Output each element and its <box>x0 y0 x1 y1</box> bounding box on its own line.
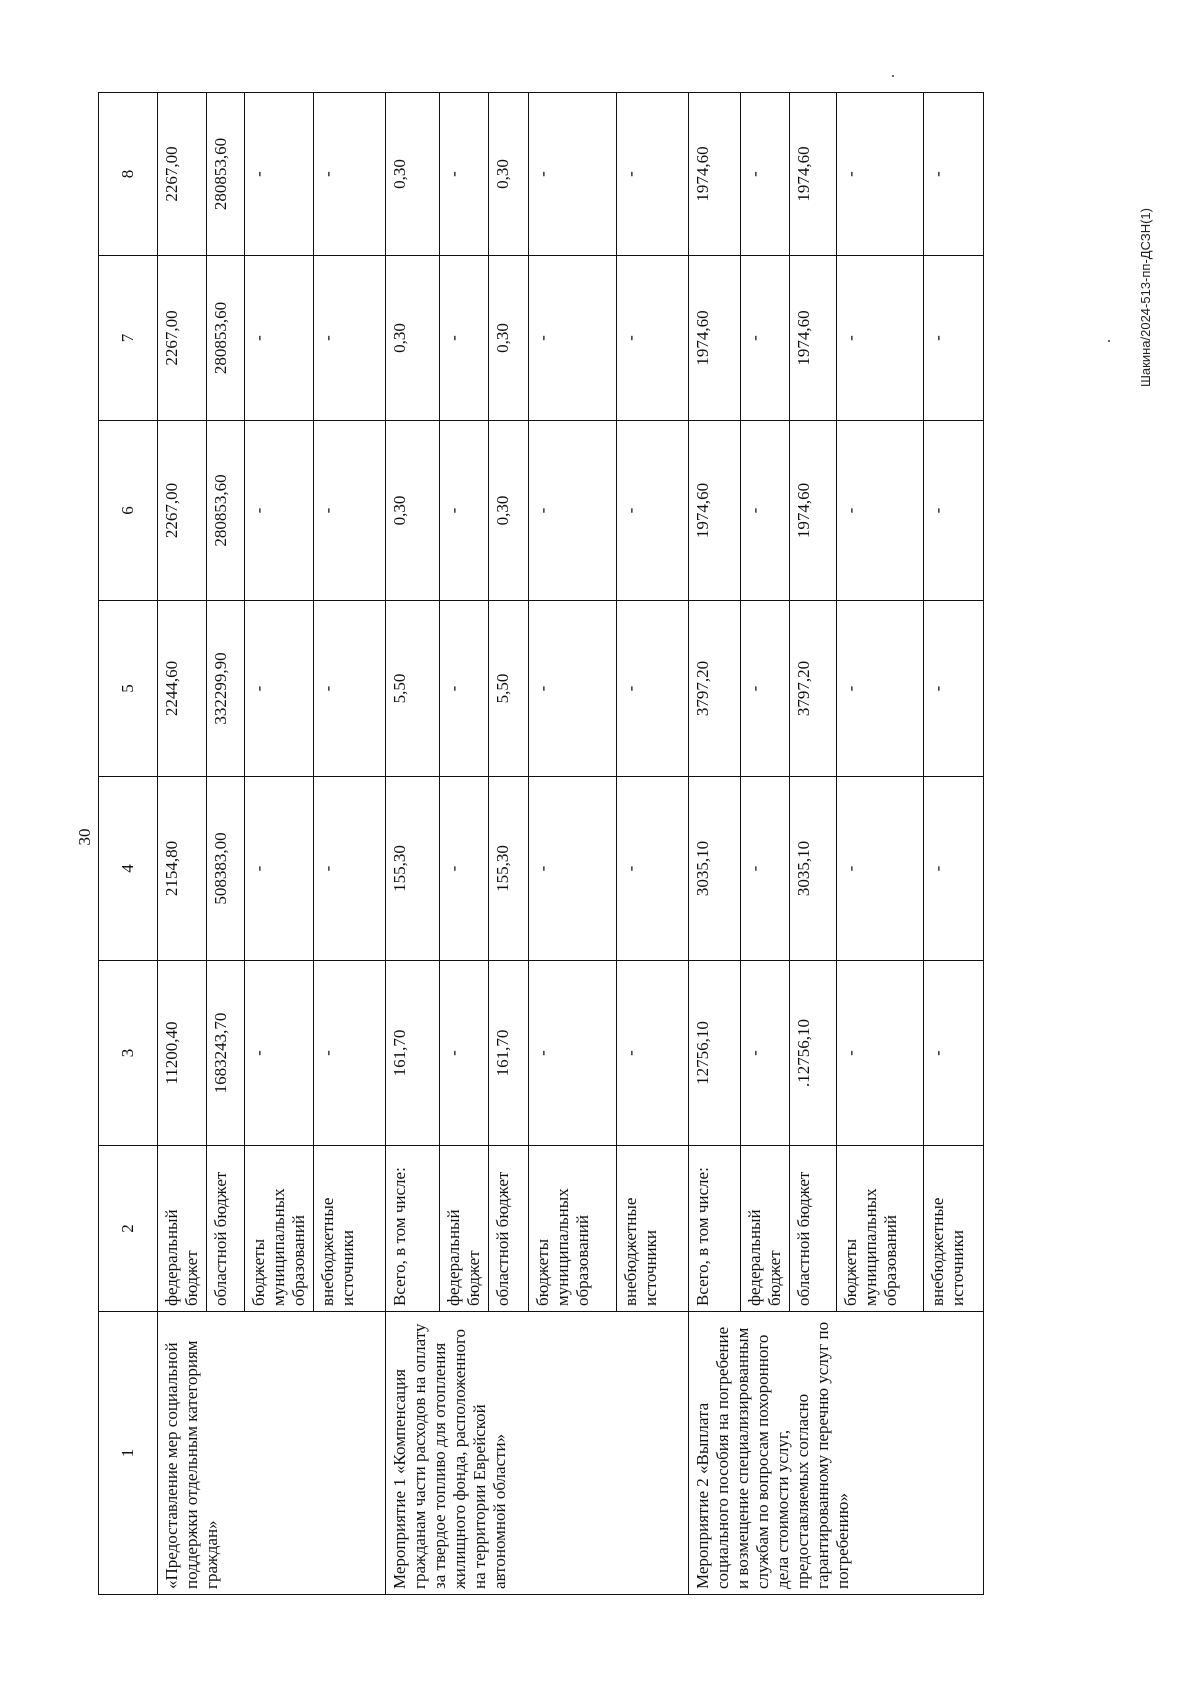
column-header: 5 <box>99 601 158 777</box>
amount-cell: - <box>924 93 984 256</box>
amount-cell: 161,70 <box>489 961 529 1146</box>
amount-cell: - <box>314 777 386 961</box>
funding-source: федеральный бюджет <box>741 1146 790 1312</box>
amount-cell: 0,30 <box>386 93 440 256</box>
column-header: 6 <box>99 421 158 601</box>
amount-cell: - <box>440 256 489 421</box>
funding-source: областной бюджет <box>790 1146 837 1312</box>
amount-cell: - <box>314 256 386 421</box>
amount-cell: - <box>245 601 314 777</box>
amount-cell: 0,30 <box>386 256 440 421</box>
amount-cell: 155,30 <box>489 777 529 961</box>
amount-cell: 11200,40 <box>158 961 207 1146</box>
table-row <box>689 93 741 1595</box>
amount-cell: 1974,60 <box>689 93 741 256</box>
amount-cell: - <box>440 601 489 777</box>
amount-cell: 1974,60 <box>689 421 741 601</box>
amount-cell: - <box>741 961 790 1146</box>
amount-cell: - <box>529 961 617 1146</box>
amount-cell: - <box>924 421 984 601</box>
measure-description: Мероприятие 1 «Компенсация гражданам части расходов на оплату за твердое топливо для отопления жилищного фонда, расположенного на территории Еврейской автономной области» <box>386 1312 689 1595</box>
amount-cell: - <box>837 601 924 777</box>
amount-cell: - <box>529 256 617 421</box>
amount-cell: 3797,20 <box>689 601 741 777</box>
funding-source: бюджеты муниципальных образований <box>837 1146 924 1312</box>
amount-cell: - <box>617 256 689 421</box>
column-header: 4 <box>99 777 158 961</box>
scan-speck <box>1108 340 1110 342</box>
amount-cell: 0,30 <box>489 421 529 601</box>
amount-cell: 2154,80 <box>158 777 207 961</box>
funding-source: бюджеты муниципальных образований <box>529 1146 617 1312</box>
amount-cell: - <box>440 961 489 1146</box>
amount-cell: 12756,10 <box>689 961 741 1146</box>
amount-cell: - <box>924 777 984 961</box>
amount-cell: 332299,90 <box>207 601 245 777</box>
funding-source: внебюджетные источники <box>617 1146 689 1312</box>
amount-cell: 3035,10 <box>689 777 741 961</box>
amount-cell: - <box>245 961 314 1146</box>
amount-cell: - <box>741 777 790 961</box>
amount-cell: - <box>440 421 489 601</box>
amount-cell: - <box>529 93 617 256</box>
amount-cell: - <box>837 961 924 1146</box>
amount-cell: - <box>741 421 790 601</box>
amount-cell: - <box>741 256 790 421</box>
funding-source: областной бюджет <box>489 1146 529 1312</box>
amount-cell: - <box>245 421 314 601</box>
amount-cell: 0,30 <box>386 421 440 601</box>
funding-source: федеральный бюджет <box>158 1146 207 1312</box>
amount-cell: 2244,60 <box>158 601 207 777</box>
amount-cell: - <box>314 421 386 601</box>
table-header-row <box>99 93 158 1595</box>
amount-cell: - <box>837 421 924 601</box>
amount-cell: .12756,10 <box>790 961 837 1146</box>
amount-cell: - <box>924 256 984 421</box>
amount-cell: - <box>440 93 489 256</box>
amount-cell: - <box>245 777 314 961</box>
amount-cell: 2267,00 <box>158 256 207 421</box>
scan-speck <box>892 75 894 77</box>
column-header: 2 <box>99 1146 158 1312</box>
column-header: 1 <box>99 1312 158 1595</box>
document-footer: Шакина/2024-513-пп-ДСЗН(1) <box>1138 208 1153 387</box>
amount-cell: - <box>837 93 924 256</box>
table-row <box>158 93 207 1595</box>
amount-cell: 1974,60 <box>790 256 837 421</box>
amount-cell: - <box>529 777 617 961</box>
amount-cell: 161,70 <box>386 961 440 1146</box>
amount-cell: - <box>617 777 689 961</box>
amount-cell: 508383,00 <box>207 777 245 961</box>
amount-cell: - <box>617 421 689 601</box>
amount-cell: - <box>314 93 386 256</box>
amount-cell: - <box>529 601 617 777</box>
measure-description: «Предоставление мер социальной поддержки отдельным категориям граждан» <box>158 1312 386 1595</box>
column-header: 8 <box>99 93 158 256</box>
amount-cell: 3797,20 <box>790 601 837 777</box>
amount-cell: - <box>617 93 689 256</box>
amount-cell: 280853,60 <box>207 256 245 421</box>
amount-cell: - <box>245 93 314 256</box>
column-header: 3 <box>99 961 158 1146</box>
funding-source: бюджеты муниципальных образований <box>245 1146 314 1312</box>
amount-cell: - <box>837 777 924 961</box>
funding-source: Всего, в том числе: <box>689 1146 741 1312</box>
amount-cell: 2267,00 <box>158 421 207 601</box>
amount-cell: - <box>741 601 790 777</box>
funding-source: внебюджетные источники <box>314 1146 386 1312</box>
amount-cell: 0,30 <box>489 256 529 421</box>
amount-cell: - <box>837 256 924 421</box>
table-row <box>386 93 440 1595</box>
amount-cell: - <box>617 961 689 1146</box>
amount-cell: - <box>440 777 489 961</box>
amount-cell: - <box>245 256 314 421</box>
amount-cell: 1974,60 <box>790 421 837 601</box>
amount-cell: - <box>924 601 984 777</box>
amount-cell: 2267,00 <box>158 93 207 256</box>
page-number: 30 <box>75 828 94 846</box>
amount-cell: - <box>314 601 386 777</box>
amount-cell: 1974,60 <box>689 256 741 421</box>
amount-cell: - <box>617 601 689 777</box>
amount-cell: 1683243,70 <box>207 961 245 1146</box>
amount-cell: - <box>741 93 790 256</box>
amount-cell: 5,50 <box>386 601 440 777</box>
funding-source: Всего, в том числе: <box>386 1146 440 1312</box>
amount-cell: 155,30 <box>386 777 440 961</box>
amount-cell: - <box>529 421 617 601</box>
measure-description: Мероприятие 2 «Выплата социального пособия на погребение и возмещение специализированным службам по вопросам похоронного дела стоимости услуг, предоставляемых согласно гарантированному перечню услуг по погребению» <box>689 1312 984 1595</box>
amount-cell: 5,50 <box>489 601 529 777</box>
amount-cell: 3035,10 <box>790 777 837 961</box>
funding-source: федеральный бюджет <box>440 1146 489 1312</box>
column-header: 7 <box>99 256 158 421</box>
amount-cell: 0,30 <box>489 93 529 256</box>
amount-cell: - <box>314 961 386 1146</box>
amount-cell: 280853,60 <box>207 93 245 256</box>
funding-table <box>98 92 984 1595</box>
amount-cell: - <box>924 961 984 1146</box>
amount-cell: 1974,60 <box>790 93 837 256</box>
amount-cell: 280853,60 <box>207 421 245 601</box>
funding-source: областной бюджет <box>207 1146 245 1312</box>
funding-source: внебюджетные источники <box>924 1146 984 1312</box>
